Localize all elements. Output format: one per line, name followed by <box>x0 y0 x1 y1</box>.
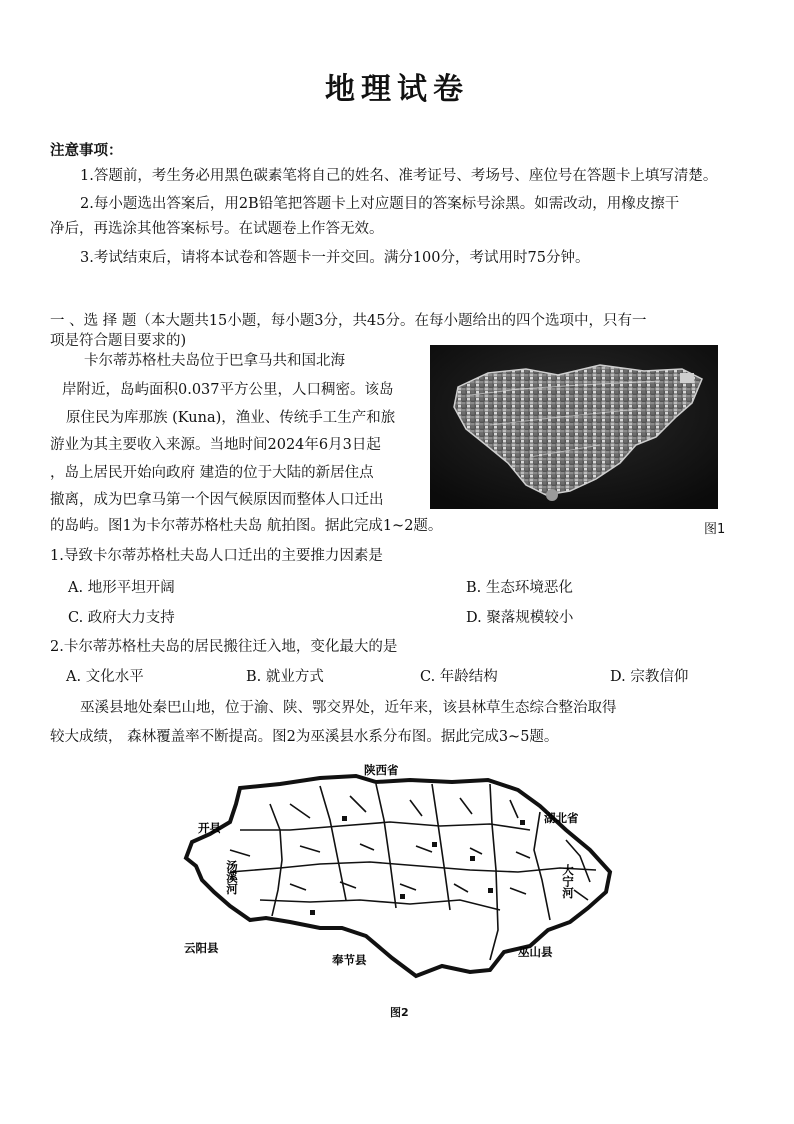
passage-line: 岸附近，岛屿面积0.037平方公里，人口稠密。该岛 <box>62 382 394 398</box>
question2-stem: 2.卡尔蒂苏格杜夫岛的居民搬往迁入地，变化最大的是 <box>50 639 398 655</box>
question2-option-a: A. 文化水平 <box>66 669 144 685</box>
section-heading-cont: 项是符合题目要求的) <box>50 333 187 349</box>
passage-line: ，岛上居民开始向政府 建造的位于大陆的新居住点 <box>50 465 374 481</box>
map-drawing <box>170 760 630 990</box>
label-hubei: 湖北省 <box>544 811 579 825</box>
notice-item: 净后，再选涂其他答案标号。在试题卷上作答无效。 <box>50 221 384 237</box>
question2-option-c: C. 年龄结构 <box>420 669 498 685</box>
label-kaixian: 开县 <box>198 821 221 835</box>
notice-item: 2.每小题选出答案后，用2B铅笔把答题卡上对应题目的答案标号涂黑。如需改动，用橡皮擦干 <box>80 196 680 212</box>
paper-title: 地理试卷 <box>325 72 469 107</box>
label-fengjie: 奉节县 <box>332 953 367 967</box>
notice-item: 1.答题前，考生务必用黑色碳素笔将自己的姓名、准考证号、考场号、座位号在答题卡上填写清楚。 <box>80 168 718 184</box>
passage-line: 的岛屿。图1为卡尔蒂苏格杜夫岛 航拍图。据此完成1~2题。 <box>50 518 443 534</box>
figure1-caption: 图1 <box>704 522 726 537</box>
passage-line: 卡尔蒂苏格杜夫岛位于巴拿马共和国北海 <box>84 353 345 369</box>
figure2-caption: 图2 <box>390 1006 409 1019</box>
label-river-right: 大宁河 <box>561 864 575 899</box>
river-system-map <box>170 760 630 990</box>
passage-line: 游业为其主要收入来源。当地时间2024年6月3日起 <box>50 437 381 453</box>
label-yunyang: 云阳县 <box>184 941 219 955</box>
island-aerial-photo <box>430 345 718 509</box>
question1-option-c: C. 政府大力支持 <box>68 610 175 626</box>
question1-option-b: B. 生态环境恶化 <box>466 580 573 596</box>
label-river-left: 汤溪河 <box>225 860 239 895</box>
notice-item: 3.考试结束后，请将本试卷和答题卡一并交回。满分100分，考试用时75分钟。 <box>80 250 590 266</box>
passage2-line: 较大成绩， 森林覆盖率不断提高。图2为巫溪县水系分布图。据此完成3~5题。 <box>50 729 559 745</box>
passage-line: 原住民为库那族 (Kuna)，渔业、传统手工生产和旅 <box>66 410 396 426</box>
question1-option-a: A. 地形平坦开阔 <box>68 580 175 596</box>
label-wushan: 巫山县 <box>518 945 553 959</box>
question2-option-d: D. 宗教信仰 <box>610 669 689 685</box>
label-shaanxi: 陕西省 <box>364 763 399 777</box>
question1-stem: 1.导致卡尔蒂苏格杜夫岛人口迁出的主要推力因素是 <box>50 548 383 564</box>
passage-line: 撤离，成为巴拿马第一个因气候原因而整体人口迁出 <box>50 492 384 508</box>
section-heading: 一 、选 择 题（本大题共15小题，每小题3分，共45分。在每小题给出的四个选项中，只有一 <box>50 313 647 329</box>
question2-option-b: B. 就业方式 <box>246 669 324 685</box>
island-photo-image <box>430 345 718 509</box>
notice-heading: 注意事项： <box>50 143 123 159</box>
passage2-line: 巫溪县地处秦巴山地，位于渝、陕、鄂交界处，近年来，该县林草生态综合整治取得 <box>80 700 617 716</box>
question1-option-d: D. 聚落规模较小 <box>466 610 574 626</box>
